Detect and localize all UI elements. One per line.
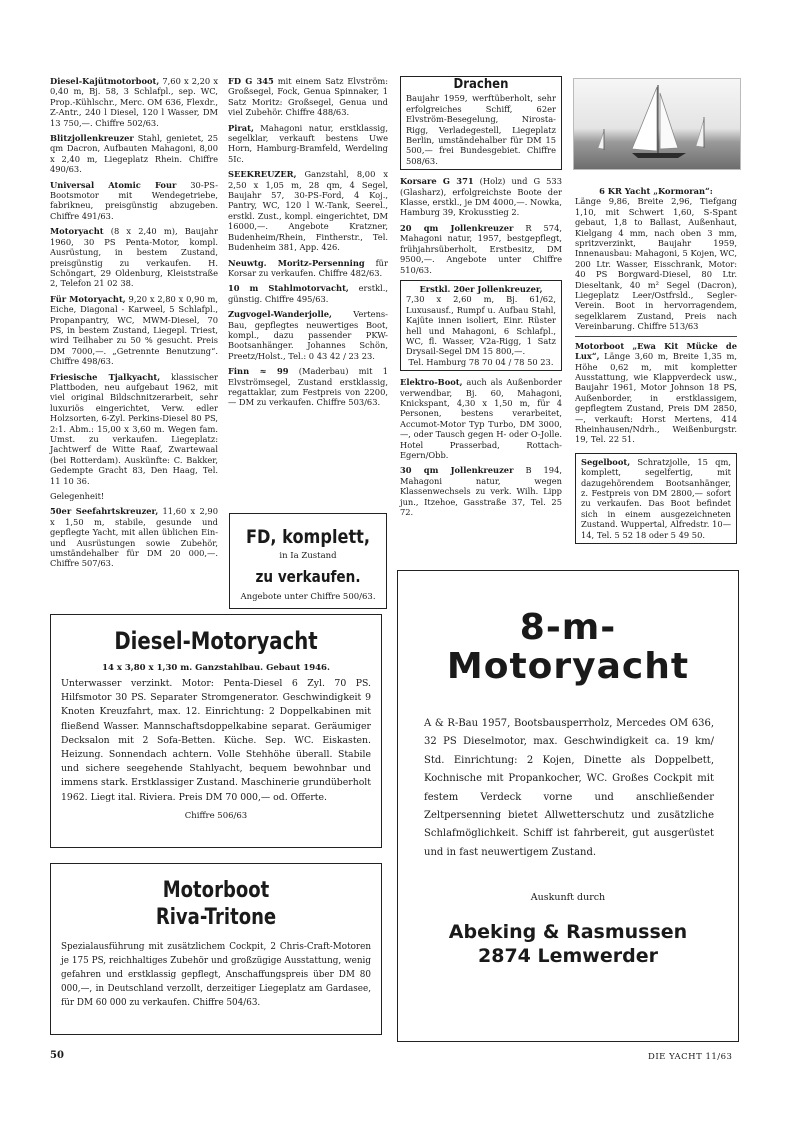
kormoran-title: 6 KR Yacht „Kormoran“: — [599, 186, 713, 196]
classified-ad — [50, 372, 218, 486]
ad-heading: SEEKREUZER, — [228, 169, 297, 180]
ad-text: Mahagoni natur, erstklassig, segelklar, verkauft bestens Uwe Horn, Hamburg-Bramfeld, Werdeling 5Ic. — [228, 122, 389, 164]
classified-ad — [400, 176, 562, 218]
drachen-title: Drachen — [453, 77, 509, 92]
ad-text: erstkl., günstig. Chiffre 495/63. — [228, 283, 388, 304]
ad-heading: Pirat, — [228, 122, 254, 133]
ad-heading: Diesel-Kajütmotorboot, — [50, 76, 160, 86]
page-number: 50 — [50, 1050, 64, 1061]
classified-ad — [400, 465, 562, 517]
ad-text: 30-PS-Bootsmotor mit Wendegetriebe, fabrikneu, preisgünstig abzugeben. Chiffre 491/63. — [50, 179, 219, 221]
classified-ad — [50, 226, 218, 288]
ad-text: 11,60 x 2,90 x 1,50 m, stabile, gesunde und gepflegte Yacht, mit allen üblichen Ein- und Ausrüstungen sowie Zubehör, umständehalber für DM 20 000,—. Chiffre 507/63. — [50, 506, 218, 569]
ad-heading: FD G 345 — [228, 76, 274, 86]
ewa-title: Motorboot „Ewa Kit Mücke de Lux“, — [575, 340, 737, 362]
ad-heading: Motoryacht — [50, 226, 104, 237]
jollenkreuzer-box — [400, 280, 562, 371]
ad-text: (Maderbau) mit 1 Elvströmsegel, Zustand erstklassig, regattaklar, zum Festpreis von 2200,— DM zu verkaufen. Chiffre 503/63. — [228, 366, 389, 408]
jollenkreuzer-tel: Tel. Hamburg 78 70 04 / 78 50 23. — [408, 356, 554, 367]
ad-heading: Für Motoryacht, — [50, 293, 126, 304]
eight-firm2: 2874 Lemwerder — [478, 945, 658, 968]
ad-text: klassischer Plattboden, neu aufgebaut 1962, mit viel original Bildschnitzerarbeit, sehr luxuriös eingerichtet, Verw. edler Holzsorten, 6-Zyl. Perkins-Diesel 80 PS, 2:1. Abm.: 15,00 x 3,60 m. Wegen fam. Umst. zu verkaufen. Liegeplatz: Jachtwerf de Witte Raaf, Zwartewaal (bei Rotterdam). Auskünfte: C. Bakker, Gedempte Gracht 83, Den Haag, Tel. 11 10 36. — [50, 371, 218, 486]
diesel-sub: 14 x 3,80 x 1,30 m. Ganzstahlbau. Gebaut 1946. — [102, 663, 330, 673]
ad-text: für Korsar zu verkaufen. Chiffre 482/63. — [228, 257, 388, 278]
fd-title: FD, komplett, — [245, 526, 371, 548]
column-2 — [228, 76, 388, 413]
ewa-ad — [575, 341, 737, 445]
ad-heading: Friesische Tjalkyacht, — [50, 371, 161, 382]
eight-title1: 8-m- — [519, 607, 617, 648]
classified-ad — [400, 377, 562, 460]
classified-ad — [50, 491, 218, 501]
ad-heading: Neuwtg. Moritz-Persenning — [228, 257, 365, 268]
ad-text: Ganzstahl, 8,00 x 2,50 x 1,05 m, 28 qm, 4 Segel, Baujahr 57, 30-PS-Ford, 4 Koj., Pantry, WC, 120 l W.-Tank, Seerel., erstkl. Zust., kompl. eingerichtet, DM 16000,—. Angebote Kratzner, Budenheim/Rhein, Fintherstr., Tel. Budenheim 381, App. 426. — [228, 169, 388, 253]
riva-title2: Riva-Tritone — [155, 905, 277, 930]
classified-ad — [228, 123, 388, 165]
drachen-text: Baujahr 1959, werftüberholt, sehr erfolgreiches Schiff, 62er Elvström-Besegelung, Nirosta-Rigg, Verladegestell, Liegeplatz Berlin, umständehalber für DM 15 500,— frei Bundesgebiet. Chiffre 508/63. — [406, 93, 556, 166]
classified-ad — [228, 76, 388, 118]
ad-text: B 194, Mahagoni natur, wegen Klassenwechsels zu verk. Wilh. Lipp jun., Itzehoe, Gasstraße 37, Tel. 25 72. — [400, 465, 562, 518]
fd-foot: Angebote unter Chiffre 500/63. — [240, 592, 376, 602]
segel-title: Segelboot, — [581, 456, 631, 467]
ad-heading: Blitzjollenkreuzer — [50, 133, 134, 144]
classified-ad — [50, 180, 218, 222]
fd-ad-box — [229, 513, 387, 609]
riva-title1: Motorboot — [162, 878, 270, 903]
ad-heading: Korsare G 371 — [400, 176, 474, 187]
magazine-issue: DIE YACHT 11/63 — [648, 1052, 733, 1062]
fd-title2: zu verkaufen. — [255, 567, 361, 586]
classified-ad — [50, 294, 218, 367]
jollenkreuzer-title: Erstkl. 20er Jollenkreuzer, — [419, 283, 543, 294]
column-4 — [575, 186, 737, 544]
kormoran-ad — [575, 186, 737, 332]
ad-text: R 574, Mahagoni natur, 1957, bestgepflegt, frühjahrsüberholt, Erstbesitz, DM 9500,—. Angebote unter Chiffre 510/63. — [400, 222, 563, 275]
diesel-chiffre: Chiffre 506/63 — [184, 810, 248, 821]
segel-text: Schratzjolle, 15 qm, komplett, segelfertig, mit dazugehörendem Bootsanhänger, z. Festpreis von DM 2800,— sofort zu verkaufen. Das Boot befindet sich in einem ausgezeichneten Zustand. Wuppertal, Alfredstr. 10—14, Tel. 5 52 18 oder 5 49 50. — [581, 456, 731, 540]
eight-body: A & R-Bau 1957, Bootsbausperrholz, Mercedes OM 636, 32 PS Dieselmotor, max. Geschwindigkeit ca. 19 km/ Std. Einrichtung: 2 Kojen, Dinette als Doppelbett, Kochnische mit Propankocher, WC. Großes Cockpit mit festem Verdeck vorne und anschließender Zeltpersenning bietet Allwetterschutz und zusätzliche Schlafmöglichkeit. Schiff ist fahrbereit, gut ausgerüstet und in fast neuwertigem Zustand. — [424, 718, 714, 858]
diesel-motoryacht-box — [50, 614, 382, 848]
ad-heading: Finn ≈ 99 — [228, 366, 289, 377]
eight-auskunft: Auskunft durch — [530, 892, 606, 904]
ad-heading: Elektro-Boot, — [400, 377, 463, 388]
classified-ad — [400, 223, 562, 275]
eight-firm1: Abeking & Rasmussen — [448, 921, 688, 944]
column-1 — [50, 76, 218, 574]
ad-text: (8 x 2,40 m), Baujahr 1960, 30 PS Penta-Motor, kompl. Ausrüstung, in bestem Zustand, preisgünstig zu verkaufen. H. Schöngart, 29 Oldenburg, Kleiststraße 2, Telefon 21 02 38. — [50, 226, 218, 289]
ad-heading: Zugvogel-Wanderjolle, — [228, 309, 332, 320]
ad-text: Vertens-Bau, gepflegtes neuwertiges Boot, kompl., dazu passender PKW-Bootsanhänger. Johannes Schön, Preetz/Holst., Tel.: 0 43 42 / 23 23. — [228, 309, 388, 361]
diesel-body: Unterwasser verzinkt. Motor: Penta-Diesel 6 Zyl. 70 PS. Hilfsmotor 30 PS. Separater Stromgenerator. Geschwindigkeit 9 Knoten Kreuzfahrt, max. 12. Einrichtung: 2 Doppelkabinen mit fließend Wasser. Mannschaftsdoppelkabine separat. Geräumiger Decksalon mit 2 Sofa-Betten. Küche. Sep. WC. Eiskasten. Heizung. Sonnendach achtern. Volle Stehhöhe überall. Stabile und sichere seegehende Stahlyacht, bequem bewohnbar und immens stark. Erstklassiger Zustand. Maschinerie grundüberholt 1962. Liegt ital. Riviera. Preis DM 70 000,— od. Offerte. — [61, 678, 371, 803]
segelboot-box — [575, 453, 737, 544]
classified-ad — [50, 133, 218, 175]
classified-ad — [228, 258, 388, 279]
eight-m-motoryacht-box — [397, 570, 739, 1042]
ad-heading: Universal Atomic Four — [50, 179, 177, 190]
sailboat-photo — [573, 78, 741, 170]
ad-heading: 20 qm Jollenkreuzer — [400, 222, 514, 233]
ewa-text: Länge 3,60 m, Breite 1,35 m, Höhe 0,62 m, mit kompletter Ausstattung, wie Klappverdeck usw., Baujahr 1961, Motor Johnson 18 PS, Außenborder, in erstklassigem, gepflegtem Zustand, Preis DM 2850,—, verkauft: Horst Mertens, 414 Rheinhausen/Ndrh., Weißenburgstr. 19, Tel. 22 51. — [575, 351, 737, 445]
classified-ad — [50, 506, 218, 568]
ad-text: Stahl, genietet, 25 qm Dacron, Aufbauten Mahagoni, 8,00 x 2,40 m, Liegeplatz Rhein. Chiffre 490/63. — [50, 133, 219, 175]
riva-body: Spezialausführung mit zusätzlichem Cockpit, 2 Chris-Craft-Motoren je 175 PS, reichhaltiges Zubehör und großzügige Ausstattung, wenig gefahren und erstklassig gepflegt, Anschaffungspreis über DM 80 000,—, in Deutschland verzollt, derzeitiger Liegeplatz am Gardasee, für DM 60 000 zu verkaufen. Chiffre 504/63. — [61, 942, 371, 1008]
ad-heading: 50er Seefahrtskreuzer, — [50, 506, 159, 517]
jollenkreuzer-text: 7,30 x 2,60 m, Bj. 61/62, Luxusausf., Rumpf u. Aufbau Stahl, Kajüte innen isoliert, Einr. Rüster hell und Mahagoni, 6 Schlafpl., WC, fl. Wasser, V2a-Rigg, 1 Satz Drysail-Segel DM 15 800,—. — [406, 294, 556, 357]
column-3 — [400, 76, 562, 522]
ad-heading: 10 m Stahlmotorvacht, — [228, 283, 349, 294]
classified-ad — [228, 169, 388, 252]
fd-sub: in Ia Zustand — [279, 551, 337, 561]
drachen-box — [400, 76, 562, 170]
diesel-title: Diesel-Motoryacht — [114, 627, 318, 655]
ad-text: Gelegenheit! — [50, 491, 105, 502]
classified-ad — [228, 309, 388, 361]
divider — [575, 336, 737, 337]
ad-text: (Holz) und G 533 (Glasharz), erfolgreichste Boote der Klasse, erstkl., je DM 4000,—. Nowka, Hamburg 39, Krokusstieg 2. — [400, 176, 562, 218]
ad-text: 7,60 x 2,20 x 0,40 m, Bj. 58, 3 Schlafpl., sep. WC, Prop.-Kühlschr., Merc. OM 636, Flexdr., Z-Antr., 240 l Diesel, 120 l Wasser, DM 13 750,—. Chiffre 502/63. — [50, 76, 218, 128]
ad-text: mit einem Satz Elvström: Großsegel, Fock, Genua Spinnaker, 1 Satz Moritz: Großsegel, Genua und viel Zubehör. Chiffre 488/63. — [228, 76, 388, 118]
kormoran-text: Länge 9,86, Breite 2,96, Tiefgang 1,10, mit Schwert 1,60, S-Spant gebaut, 1,8 to Ballast, Außenhaut, Kielgang 4 mm, nach oben 3 mm, spritzverzinkt, Baujahr 1959, Innenausbau: Mahagoni, 5 Kojen, WC, 200 Ltr. Wasser, Eisschrank, Motor: 40 PS Borgward-Diesel, 80 Ltr. Dieseltank, 40 m² Segel (Dacron), Liegeplatz Leer/Ostfrsld., Segler-Verein. Boot in hervorragendem, segelklarem Zustand, Preis nach Vereinbarung. Chiffre 513/63 — [575, 196, 737, 332]
eight-title2: Motoryacht — [446, 646, 690, 687]
classified-ad — [228, 283, 388, 304]
classified-ad — [228, 366, 388, 408]
ad-heading: 30 qm Jollenkreuzer — [400, 465, 514, 476]
ad-text: 9,20 x 2,80 x 0,90 m, Eiche, Diagonal - Karweel, 5 Schlafpl., Propanpantry, WC, MWM-Diesel, 70 PS, in bestem Zustand, Liegepl. Triest, wird Teilhaber zu 50 % gesucht. Preis DM 7000,—. „Getrennte Benutzung“. Chiffre 498/63. — [50, 293, 218, 367]
classified-ad — [50, 76, 218, 128]
riva-tritone-box — [50, 863, 382, 1035]
ad-text: auch als Außenborder verwendbar, Bj. 60, Mahagoni, Knickspant, 4,30 x 1,50 m, für 4 Personen, bestens verarbeitet, Accumot-Motor Typ Turbo, DM 3000,—, oder Tausch gegen H- oder O-Jolle. Hotel Prasserbad, Rottach-Egern/Obb. — [400, 377, 562, 460]
sailboat-image — [574, 79, 740, 169]
